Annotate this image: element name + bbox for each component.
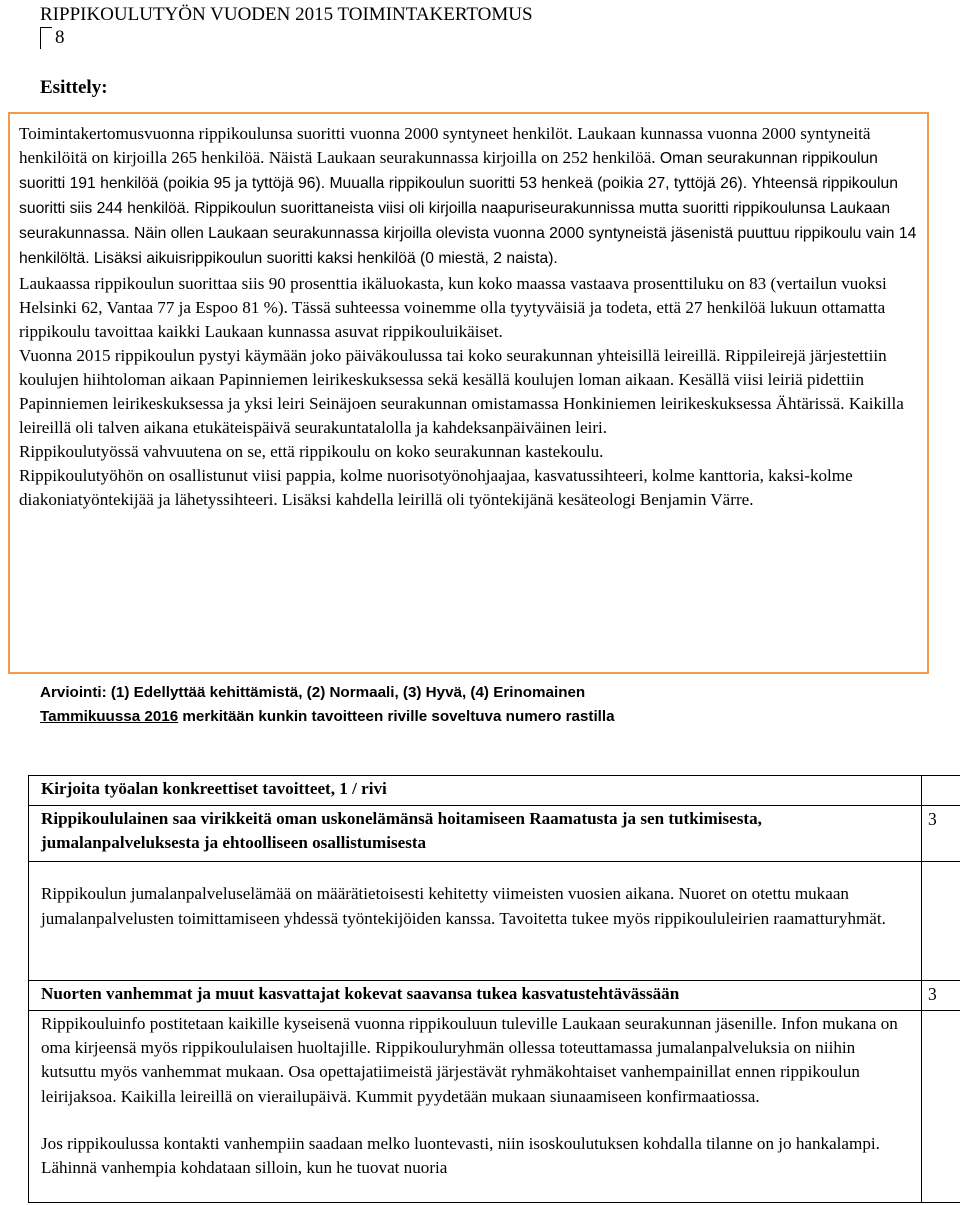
- intro-sentence: Toimintakertomusvuonna rippikoulunsa suoritti vuonna 2000 syntyneet henkilöt. Laukaan kunnassa vuonna 2000 syntyneitä henkilöitä on kirjoilla 265 henkilöä. Näistä Laukaan seurakunnassa kirjoilla on 252 henkilöä.: [19, 124, 871, 168]
- score-cell: [922, 776, 960, 806]
- goal-description: Rippikouluinfo postitetaan kaikille kyseisenä vuonna rippikouluun tuleville Laukaan seurakunnan jäsenille. Infon mukana on oma kirjeensä myös rippikoululaisen huoltajille. Rippikouluryhmän ollessa toteuttamassa jumalanpalveluksia on niihin kutsuttu myös vanhemmat mukaan. Osa opettajatiimeistä järjestävät ryhmäkohtaiset vanhempainillat ennen rippikoulun leirijaksoa. Kaikilla leireillä on vierailupäivä. Kummit pyydetään mukaan siunaamiseen konfirmaatiossa.: [41, 1013, 898, 1106]
- goal-title: Rippikoululainen saa virikkeitä oman uskonelämänsä hoitamiseen Raamatusta ja sen tutkimisesta, jumalanpalveluksesta ja ehtoolliseen osallistumisesta: [41, 808, 762, 852]
- intro-sentence: Näin ollen Laukaan seurakunnassa kirjoilla olevista vuonna 2000 syntyneistä jäsenistä puuttuu rippikoulu vain 14 henkilöltä.: [19, 225, 917, 268]
- intro-sentence: Rippikoulutyössä vahvuutena on se, että rippikoulu on koko seurakunnan kastekoulu.: [19, 442, 604, 462]
- table-instruction: Kirjoita työalan konkreettiset tavoitteet, 1 / rivi: [41, 779, 387, 798]
- report-title: RIPPIKOULUTYÖN VUODEN 2015 TOIMINTAKERTOMUS: [40, 4, 533, 25]
- paragraph-gap: [29, 1109, 921, 1131]
- goal-score: 3: [928, 808, 937, 829]
- rating-date: Tammikuussa 2016: [40, 708, 179, 725]
- intro-paragraph-1: [19, 122, 921, 272]
- intro-paragraph-5: [19, 464, 921, 512]
- intro-sentence: Tässä suhteessa voinemme olla tyytyväisiä ja todeta, että 27 henkilöä lukuun ottamatta rippikoulu tavoittaa kaikki Laukaan kunnassa asuvat rippikouluikäiset.: [19, 297, 886, 341]
- intro-paragraph-3: [19, 344, 921, 440]
- goal-score: 3: [928, 984, 937, 1005]
- intro-sentence: Lisäksi aikuisrippikoulun suoritti kaksi henkilöä (0 miestä, 2 naista).: [93, 250, 558, 268]
- rating-scale: Arviointi: (1) Edellyttää kehittämistä, (2) Normaali, (3) Hyvä, (4) Erinomainen: [40, 684, 586, 701]
- rating-instruction-text: merkitään kunkin tavoitteen riville soveltuva numero rastilla: [178, 708, 615, 725]
- intro-sentence: Yhteensä rippikoulun suoritti siis 244 henkilöä.: [19, 175, 898, 218]
- score-cell: [922, 862, 960, 981]
- intro-paragraph-4: [19, 440, 921, 464]
- page-number: 8: [40, 27, 85, 49]
- score-cell: [922, 805, 960, 862]
- goal-description-continued: Jos rippikoulussa kontakti vanhempiin saadaan melko luontevasti, niin isoskoulutuksen kohdalla tilanne on jo hankalampi. Lähinnä vanhempia kohdataan silloin, kun he tuovat nuoria: [41, 1133, 880, 1177]
- intro-sentence: Oman seurakunnan rippikoulun suoritti 191 henkilöä (poikia 95 ja tyttöjä 96). Muualla rippikoulun suoritti 53 henkeä (poikia 27, tyttöjä 26).: [19, 150, 878, 193]
- goal-description-row: [29, 1010, 960, 1202]
- intro-paragraph-2: [19, 272, 921, 344]
- rating-instruction: [40, 705, 920, 729]
- goal-description-cell: [29, 1010, 922, 1202]
- goal-description-row: [29, 862, 960, 981]
- intro-sentence: Vuonna 2015 rippikoulun pystyi käymään joko päiväkoulussa tai koko seurakunnan yhteisillä leireillä.: [19, 345, 721, 365]
- intro-heading: Esittely:: [40, 77, 108, 98]
- intro-sentence: Kesällä viisi leiriä pidettiin Papinniemen leirikeskuksessa ja yksi leiri Seinäjoen seurakunnan omistamassa Honkiniemen leirikeskuksessa Ähtärissä.: [19, 369, 864, 414]
- intro-sentence: Lisäksi kahdella leirillä oli työntekijänä kesäteologi Benjamin Värre.: [281, 490, 754, 510]
- goal-title-row: [29, 981, 960, 1011]
- intro-sentence: Kaikilla leireillä oli talven aikana etukäteispäivä seurakuntatalolla ja kahdeksanpäiväinen leiri.: [19, 394, 904, 438]
- intro-sentence: Laukaassa rippikoulun suorittaa siis 90 prosenttia ikäluokasta, kun koko maassa vastaava prosenttiluku on 83 (vertailun vuoksi Helsinki 62, Vantaa 77 ja Espoo 81 %).: [19, 273, 887, 317]
- table-instruction-cell: [29, 776, 922, 806]
- goal-title-row: [29, 805, 960, 862]
- table-header-row: [29, 776, 960, 806]
- intro-sentence: Rippileirejä järjestettiin koulujen hiihtoloman aikaan Papinniemen leirikeskuksessa sekä kesällä koulujen loman aikaan.: [19, 345, 887, 389]
- intro-sentence: Rippikoulun suorittaneista viisi oli kirjoilla naapuriseurakunnissa mutta suoritti rippikoulunsa Laukaan seurakunnassa.: [19, 200, 891, 243]
- goal-title: Nuorten vanhemmat ja muut kasvattajat kokevat saavansa tukea kasvatustehtävässään: [41, 984, 680, 1004]
- rating-legend: [40, 681, 920, 729]
- goal-description-cell: [29, 862, 922, 981]
- goals-table: [28, 775, 960, 1203]
- goal-title-cell: [29, 805, 922, 862]
- intro-text-box: [8, 112, 929, 674]
- score-cell: [922, 1010, 960, 1202]
- goal-description: Rippikoulun jumalanpalveluselämää on määrätietoisesti kehitetty viimeisten vuosien aikana. Nuoret on otettu mukaan jumalanpalvelusten toimittamiseen yhdessä työntekijöiden kanssa. Tavoitetta tukee myös rippikoululeirien raamatturyhmät.: [41, 884, 886, 928]
- intro-sentence: Rippikoulutyöhön on osallistunut viisi pappia, kolme nuorisotyönohjaajaa, kasvatussihteeri, kolme kanttoria, kaksi-kolme diakoniatyöntekijää ja lähetyssihteeri.: [19, 466, 853, 510]
- goal-title-cell: [29, 981, 922, 1011]
- score-cell: [922, 981, 960, 1011]
